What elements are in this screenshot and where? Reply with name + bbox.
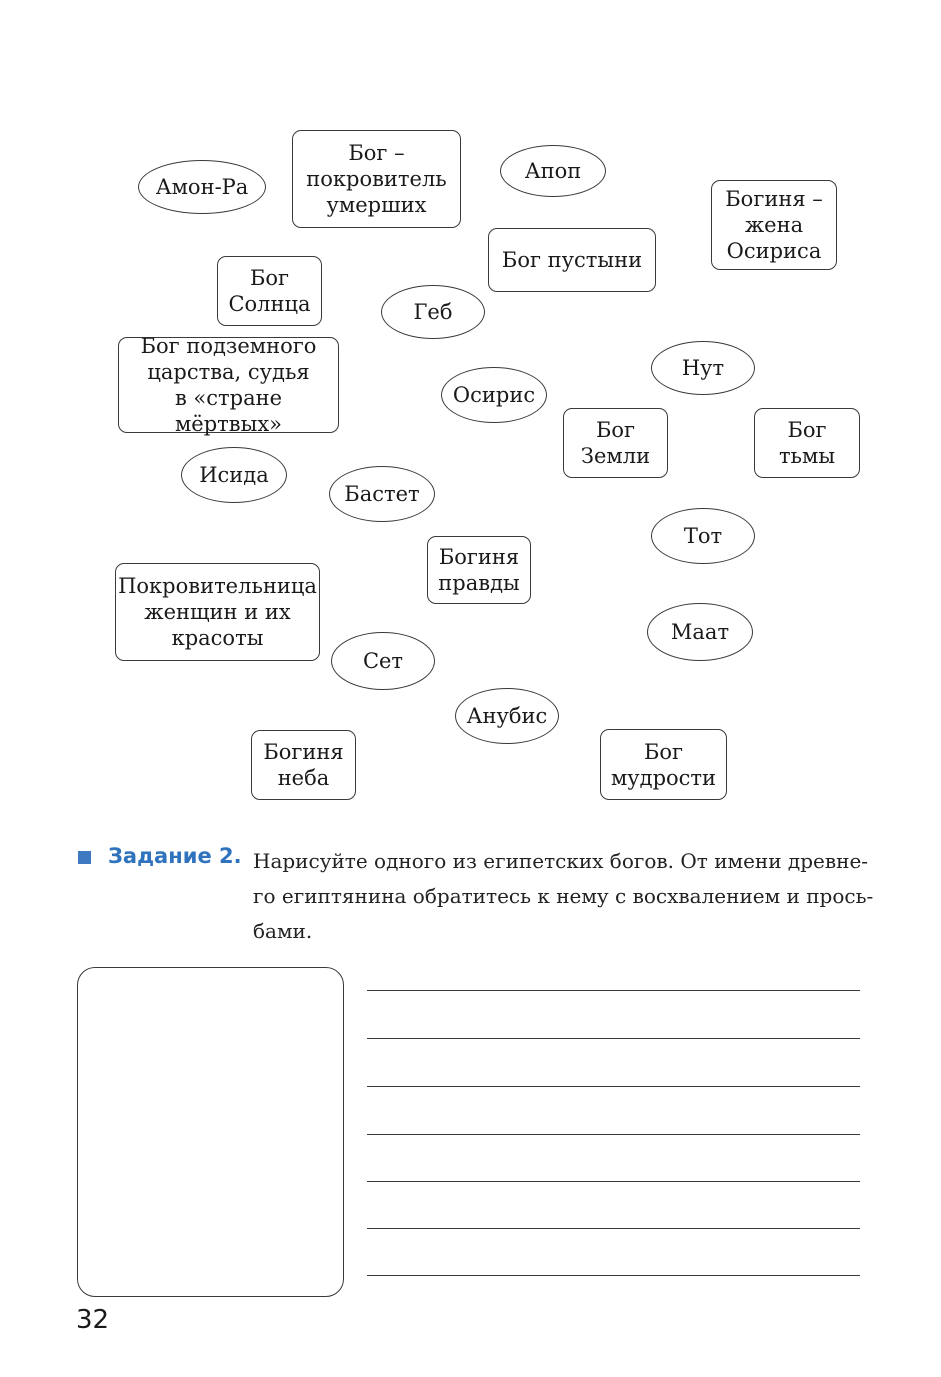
writing-line[interactable] (367, 1038, 860, 1039)
oval-maat: Маат (647, 603, 753, 661)
oval-apop: Апоп (500, 145, 606, 197)
writing-line[interactable] (367, 1275, 860, 1276)
oval-nut: Нут (651, 341, 755, 395)
task-text: Нарисуйте одного из египетских богов. От имени древне- го египтянина обратитесь к нему с восхвалением и прось- бами. (253, 849, 874, 943)
oval-anubis: Анубис (455, 688, 559, 744)
box-truth: Богиня правды (427, 536, 531, 604)
drawing-box[interactable] (77, 967, 344, 1297)
box-sky: Богиня неба (251, 730, 356, 800)
oval-osiris: Осирис (441, 367, 547, 423)
oval-set: Сет (331, 632, 435, 690)
writing-line[interactable] (367, 990, 860, 991)
box-osiris-wife: Богиня – жена Осириса (711, 180, 837, 270)
oval-tot: Тот (651, 508, 755, 564)
box-women: Покровительница женщин и их красоты (115, 563, 320, 661)
task-marker-square (78, 851, 91, 864)
writing-line[interactable] (367, 1086, 860, 1087)
task-label: Задание 2. (108, 844, 242, 868)
writing-line[interactable] (367, 1134, 860, 1135)
writing-line[interactable] (367, 1181, 860, 1182)
box-underworld: Бог подземного царства, судья в «стране мёртвых» (118, 337, 339, 433)
box-earth: Бог Земли (563, 408, 668, 478)
oval-amon-ra: Амон-Ра (138, 160, 266, 214)
box-dead-patron: Бог – покровитель умерших (292, 130, 461, 228)
box-wisdom: Бог мудрости (600, 729, 727, 800)
oval-geb: Геб (381, 285, 485, 339)
oval-isida: Исида (181, 447, 287, 503)
box-darkness: Бог тьмы (754, 408, 860, 478)
oval-bastet: Бастет (329, 466, 435, 522)
box-desert: Бог пустыни (488, 228, 656, 292)
writing-line[interactable] (367, 1228, 860, 1229)
box-sun: Бог Солнца (217, 256, 322, 326)
page-number: 32 (76, 1305, 110, 1335)
